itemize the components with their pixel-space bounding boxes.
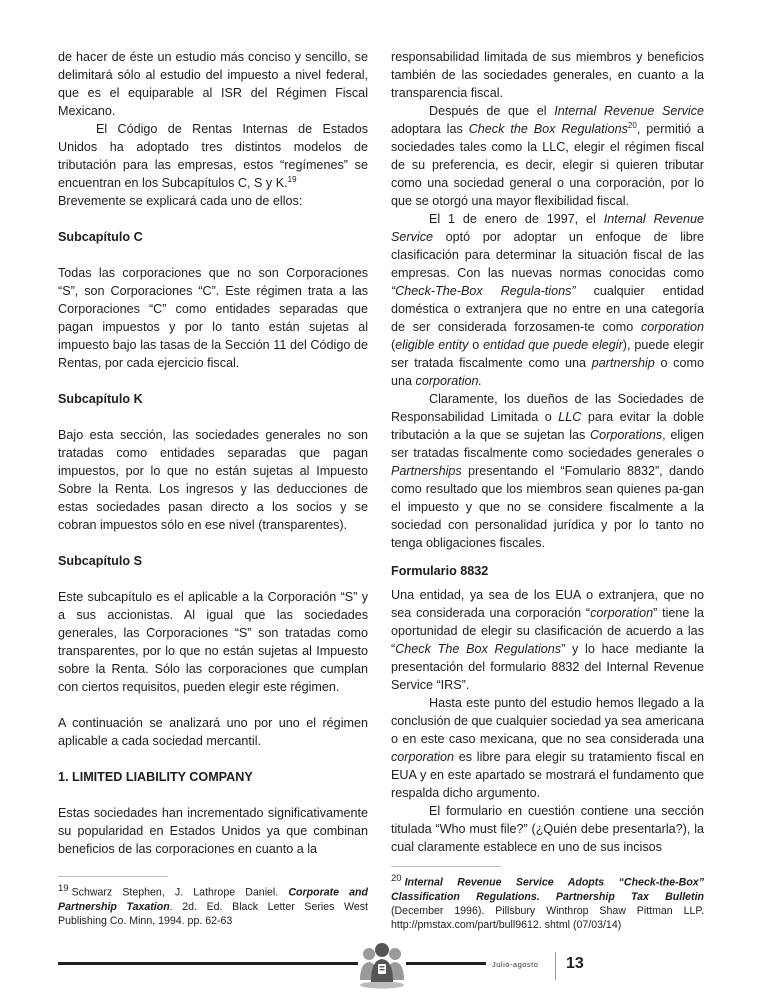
people-group-icon — [356, 940, 408, 990]
right-column — [391, 48, 704, 856]
footer-rule-right — [406, 962, 486, 965]
paragraph: Una entidad, ya sea de los EUA o extranjera, que no sea considerada una corporación “corporation” tiene la oportunidad de elegir su clasificación de acuerdo a las “Check The Box Regulations” y lo hace mediante la presentación del formulario 8832 del Internal Revenue Service “IRS”. — [391, 588, 704, 692]
left-column — [58, 48, 368, 858]
footnote-19: 19 Schwarz Stephen, J. Lathrope Daniel. Corporate and Partnership Taxation. 2d. Ed. Black Letter Series West Publishing Co. Minn, 1994. pp. 62-63 — [58, 883, 368, 927]
paragraph: Claramente, los dueños de las Sociedades de Responsabilidad Limitada o LLC para evitar la doble tributación a la que se sujetan las Corporations, eligen ser tratadas fiscalmente como sociedades generales o Partnerships presentando el “Fomulario 8832”, dando como resultado que los miembros sean quienes pa-gan el impuesto y que no se considere fiscalmente a la sociedad con personalidad jurídica y por lo tanto no tenga obligaciones fiscales. — [391, 392, 704, 550]
section-heading: Subcapítulo S — [58, 554, 142, 568]
paragraph: A continuación se analizará uno por uno el régimen aplicable a cada sociedad mercantil. — [58, 716, 368, 748]
paragraph: Estas sociedades han incrementado significativamente su popularidad en Estados Unidos ya que combinan beneficios de las corporaciones en cuanto a la — [58, 806, 368, 856]
footnote-rule — [391, 866, 501, 867]
paragraph: Después de que el Internal Revenue Service adoptara las Check the Box Regulations$^{20}$, permitió a sociedades tales como la LLC, elegir el régimen fiscal de su preferencia, es decir, elegir si quieren tributar como una sociedad general o una corporación, por lo que se otorgó una mayor flexibilidad fiscal. — [391, 104, 704, 208]
section-heading: Subcapítulo K — [58, 392, 143, 406]
section-heading: 1. LIMITED LIABILITY COMPANY — [58, 770, 253, 784]
paragraph: de hacer de éste un estudio más conciso y sencillo, se delimitará sólo al estudio del impuesto a nivel federal, que es el equiparable al ISR del Régimen Fiscal Mexicano. — [58, 50, 368, 118]
footnote-ref: 19 — [287, 174, 297, 184]
paragraph: responsabilidad limitada de sus miembros y beneficios también de las sociedades generales, en cuanto a la transparencia fiscal. — [391, 50, 704, 100]
page-number: 13 — [566, 955, 584, 972]
paragraph: Todas las corporaciones que no son Corporaciones “S”, son Corporaciones “C”. Este régimen trata a las Corporaciones “C” como entidades separadas que pagan impuestos y por lo tanto están sujetas al impuesto bajo las tasas de la Sección 11 del Código de Rentas, por cada ejercicio fiscal. — [58, 266, 368, 370]
paragraph: Brevemente se explicará cada uno de ellos: — [58, 194, 303, 208]
paragraph: El formulario en cuestión contiene una sección titulada “Who must file?” (¿Quién debe presentarla?), la cual claramente establece en uno de sus incisos — [391, 804, 704, 854]
footnote-20: 20 Internal Revenue Service Adopts “Check-the-Box” Classification Regulations. Partnership Tax Bulletin (December 1996). Pillsbury Winthrop Shaw Pittman LLP. http://pmstax.com/part/bull9612. shtml (07/03/14) — [391, 873, 704, 931]
paragraph: Bajo esta sección, las sociedades generales no son tratadas como entidades separadas que pagan impuestos, por lo que no están sujetas al Impuesto Sobre la Renta. Los ingresos y las deducciones de estas sociedades pasan directo a los socios y se cobran impuestos sólo en ese nivel (transparentes). — [58, 428, 368, 532]
footer-rule-left — [58, 962, 358, 965]
issue-label: Julio-agosto — [492, 960, 539, 969]
section-heading: Formulario 8832 — [391, 564, 489, 578]
section-heading: Subcapítulo C — [58, 230, 143, 244]
footnote-ref: 20 — [627, 120, 637, 130]
paragraph: Este subcapítulo es el aplicable a la Corporación “S” y a sus accionistas. Al igual que las sociedades generales, las Corporaciones “S” son tratadas como transparentes, por lo que no están sujetas al Impuesto sobre la Renta. Sólo las corporaciones que cumplan con ciertos requisitos, pueden elegir este régimen. — [58, 590, 368, 694]
paragraph: El Código de Rentas Internas de Estados Unidos ha adoptado tres distintos modelos de tributación para las empresas, estos “regímenes” se encuentran en los Subcapítulos C, S y K.$^{19}$ — [58, 122, 368, 190]
paragraph: Hasta este punto del estudio hemos llegado a la conclusión de que cualquier sociedad ya sea americana o en este caso mexicana, que no sea considerada una corporation es libre para elegir su tratamiento fiscal en EUA y en este apartado se mostrará el fundamento que respalda dicho argumento. — [391, 696, 704, 800]
footnote-rule — [58, 876, 168, 877]
footer-divider — [555, 952, 556, 980]
paragraph: El 1 de enero de 1997, el Internal Revenue Service optó por adoptar un enfoque de libre clasificación para determinar la situación fiscal de las empresas. Con las nuevas normas conocidas como “Check-The-Box Regula-tions” cualquier entidad doméstica o extranjera que no entre en una categoría de ser considerada forzosamen-te como corporation (eligible entity o entidad que puede elegir), puede elegir ser tratada fiscalmente como una partnership o como una corporation. — [391, 212, 704, 388]
